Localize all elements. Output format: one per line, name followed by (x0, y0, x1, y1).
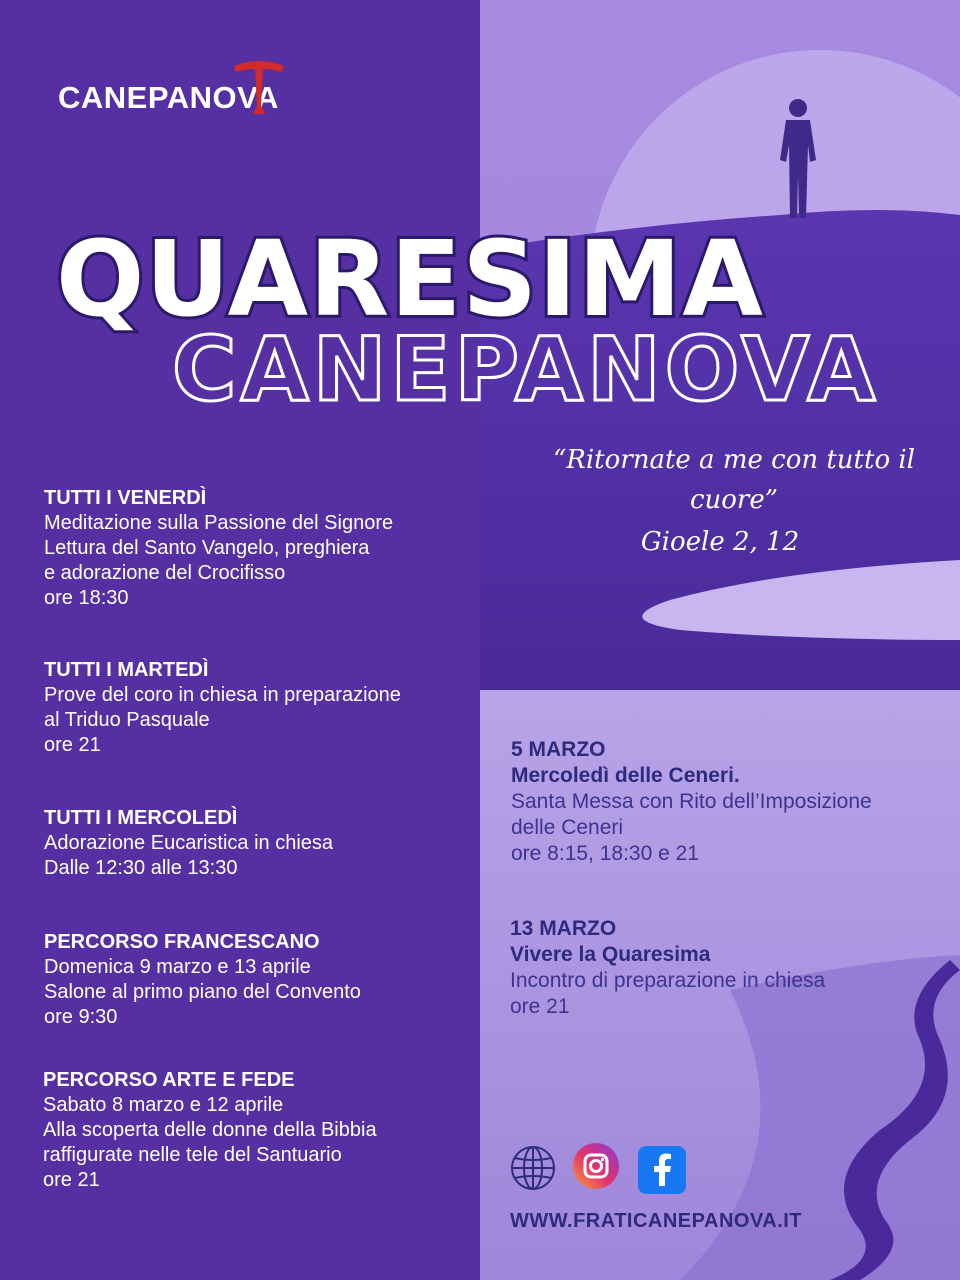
facebook-icon[interactable] (638, 1146, 686, 1194)
page-title: QUARESIMA (56, 218, 764, 340)
event-title: TUTTI I MARTEDÌ (44, 659, 209, 681)
event-title: TUTTI I MERCOLEDÌ (44, 807, 238, 829)
event-title: PERCORSO FRANCESCANO (44, 931, 320, 953)
event-line: Alla scoperta delle donne della Bibbia (43, 1119, 377, 1141)
page-subtitle: CANEPANOVA (172, 318, 880, 421)
event-line: al Triduo Pasquale (44, 709, 210, 731)
event-line: ore 9:30 (44, 1006, 118, 1028)
bible-quote (480, 440, 960, 562)
event-percorso-francescano (44, 930, 361, 1030)
event-line: Incontro di preparazione in chiesa (510, 969, 826, 992)
event-line: Meditazione sulla Passione del Signore (44, 512, 394, 534)
event-date: 13 MARZO (510, 917, 617, 940)
event-line: ore 21 (44, 734, 101, 756)
instagram-icon[interactable] (572, 1142, 620, 1190)
event-line: e adorazione del Crocifisso (44, 562, 286, 584)
event-line: ore 21 (43, 1169, 100, 1191)
event-line: Prove del coro in chiesa in preparazione (44, 684, 401, 706)
canepanova-logo: CANEPANOVA (58, 80, 279, 115)
event-13-marzo (510, 916, 825, 1020)
event-line: ore 18:30 (44, 587, 129, 609)
right-panel (480, 0, 960, 1280)
globe-icon[interactable] (509, 1144, 557, 1192)
event-martedi (44, 658, 401, 758)
event-line: Dalle 12:30 alle 13:30 (44, 857, 238, 879)
event-percorso-arte-fede (43, 1068, 377, 1193)
event-date: 5 MARZO (511, 738, 606, 761)
event-line: ore 8:15, 18:30 e 21 (511, 842, 699, 865)
website-link[interactable]: WWW.FRATICANEPANOVA.IT (510, 1210, 803, 1232)
event-title: Mercoledì delle Ceneri. (511, 764, 740, 787)
event-title: PERCORSO ARTE E FEDE (43, 1069, 295, 1091)
event-line: Salone al primo piano del Convento (44, 981, 361, 1003)
event-line: delle Ceneri (511, 816, 624, 839)
event-mercoledi (44, 806, 333, 881)
event-5-marzo (511, 737, 872, 867)
event-line: Lettura del Santo Vangelo, preghiera (44, 537, 370, 559)
quote-text: “Ritornate a me con tutto il cuore” (553, 445, 915, 515)
event-title: Vivere la Quaresima (510, 943, 711, 966)
tau-cross-icon (232, 56, 286, 118)
event-line: Adorazione Eucaristica in chiesa (44, 832, 334, 854)
event-line: raffigurate nelle tele del Santuario (43, 1144, 342, 1166)
event-line: ore 21 (510, 995, 570, 1018)
event-venerdi (44, 486, 393, 611)
scenery-illustration (480, 0, 960, 1280)
event-line: Sabato 8 marzo e 12 aprile (43, 1094, 284, 1116)
quote-reference: Gioele 2, 12 (640, 527, 800, 557)
event-line: Santa Messa con Rito dell’Imposizione (511, 790, 872, 813)
event-line: Domenica 9 marzo e 13 aprile (44, 956, 311, 978)
event-title: TUTTI I VENERDÌ (44, 487, 207, 509)
